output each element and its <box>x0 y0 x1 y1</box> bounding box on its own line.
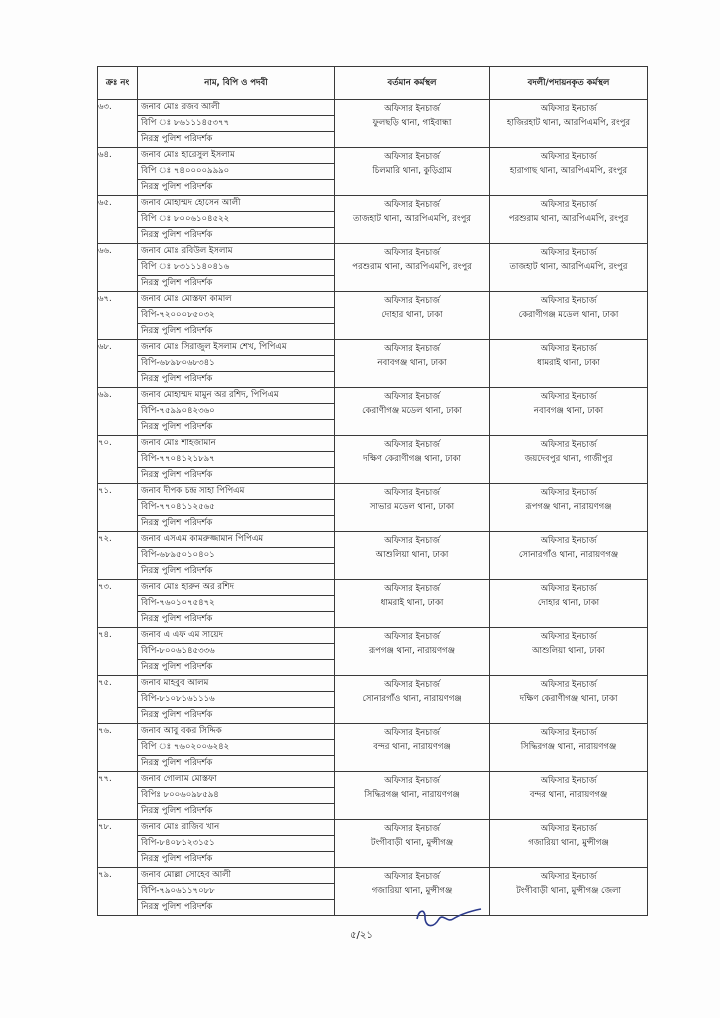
officer-name: জনাব মোঃ রাজিব খান <box>138 820 334 836</box>
name-cell <box>138 388 335 436</box>
serial-cell: ৭৩. <box>98 580 138 628</box>
serial-cell: ৬৪. <box>98 148 138 196</box>
officer-name: জনাব মোহাম্মদ হোসেন আলী <box>138 196 334 212</box>
current-title: অফিসার ইনচার্জ <box>384 296 440 306</box>
bp-number: বিপি-৭২০০০৮৫০৩২ <box>138 308 334 324</box>
name-cell <box>138 196 335 244</box>
table-row <box>98 100 648 148</box>
bp-number: বিপি-৭৫৯৯০৪২৩৬০ <box>138 404 334 420</box>
rank: নিরস্ত্র পুলিশ পরিদর্শক <box>141 374 213 384</box>
new-title: অফিসার ইনচার্জ <box>540 680 597 690</box>
rank: নিরস্ত্র পুলিশ পরিদর্শক <box>141 758 213 768</box>
rank: নিরস্ত্র পুলিশ পরিদর্শক <box>141 518 213 528</box>
new-place: কেরাণীগঞ্জ মডেল থানা, ঢাকা <box>518 310 619 320</box>
name-cell <box>138 484 335 532</box>
name-cell <box>138 292 335 340</box>
new-title: অফিসার ইনচার্জ <box>540 296 597 306</box>
current-post-cell <box>335 724 490 772</box>
new-place: তাজহাট থানা, আরপিএমপি, রংপুর <box>509 262 628 272</box>
current-title: অফিসার ইনচার্জ <box>384 872 440 882</box>
new-post-cell <box>490 868 648 916</box>
rank: নিরস্ত্র পুলিশ পরিদর্শক <box>141 662 213 672</box>
current-title: অফিসার ইনচার্জ <box>384 392 440 402</box>
officer-name: জনাব মোঃ রবিউল ইসলাম <box>138 244 334 260</box>
officer-name: জনাব মোঃ হারেসুল ইসলাম <box>138 148 334 164</box>
new-place: হাজিরহাট থানা, আরপিএমপি, রংপুর <box>506 118 631 128</box>
officer-name: জনাব এ এফ এম সায়েদ <box>138 628 334 644</box>
name-cell <box>138 724 335 772</box>
bp-number: বিপি-৮৪০৮১২৩১৫১ <box>138 836 334 852</box>
new-place: ধামরাই থানা, ঢাকা <box>537 358 600 368</box>
current-title: অফিসার ইনচার্জ <box>384 200 440 210</box>
table-row <box>98 244 648 292</box>
serial-cell: ৭৭. <box>98 772 138 820</box>
rank: নিরস্ত্র পুলিশ পরিদর্শক <box>141 902 213 912</box>
name-cell <box>138 868 335 916</box>
new-title: অফিসার ইনচার্জ <box>540 728 597 738</box>
current-place: দোহার থানা, ঢাকা <box>381 310 443 320</box>
current-place: তাজহাট থানা, আরপিএমপি, রংপুর <box>353 214 471 224</box>
rank: নিরস্ত্র পুলিশ পরিদর্শক <box>141 182 213 192</box>
name-cell <box>138 580 335 628</box>
serial-cell: ৭৮. <box>98 820 138 868</box>
table-row <box>98 868 648 916</box>
table-row <box>98 484 648 532</box>
new-post-cell <box>490 340 648 388</box>
new-post-cell <box>490 292 648 340</box>
current-place: চিলমারি থানা, কুড়িগ্রাম <box>372 166 452 176</box>
header-new-post: বদলী/পদায়নকৃত কর্মস্থল <box>490 67 648 100</box>
table-row <box>98 148 648 196</box>
rank: নিরস্ত্র পুলিশ পরিদর্শক <box>141 614 213 624</box>
bp-number: বিপি-৮০০৬১৪৫৩৩৬ <box>138 644 334 660</box>
table-row <box>98 676 648 724</box>
new-post-cell <box>490 436 648 484</box>
new-post-cell <box>490 196 648 244</box>
header-current-post: বর্তমান কর্মস্থল <box>335 67 490 100</box>
rank: নিরস্ত্র পুলিশ পরিদর্শক <box>141 134 213 144</box>
officer-name: জনাব এসএম কামরুজ্জামান পিপিএম <box>138 532 334 548</box>
bp-number: বিপি ঃ ৭৬০২০০৬২৪২ <box>138 740 334 756</box>
name-cell <box>138 628 335 676</box>
serial-cell: ৬৬. <box>98 244 138 292</box>
new-post-cell <box>490 100 648 148</box>
serial-cell: ৬৮. <box>98 340 138 388</box>
current-place: সাভার মডেল থানা, ঢাকা <box>369 502 455 512</box>
officer-name: জনাব মোল্লা সোহেব আলী <box>138 868 334 884</box>
new-place: গজারিয়া থানা, মুন্সীগঞ্জ <box>528 838 609 848</box>
current-post-cell <box>335 820 490 868</box>
bp-number: বিপি-৭৭০৪১২১৮৯৭ <box>138 452 334 468</box>
rank: নিরস্ত্র পুলিশ পরিদর্শক <box>141 326 213 336</box>
officer-name: জনাব মোঃ রজব আলী <box>138 100 334 116</box>
bp-number: বিপি ঃ ৮৬১১১৪৫৩৭৭ <box>138 116 334 132</box>
name-cell <box>138 676 335 724</box>
current-post-cell <box>335 340 490 388</box>
new-title: অফিসার ইনচার্জ <box>540 152 597 162</box>
new-place: দক্ষিণ কেরাণীগঞ্জ থানা, ঢাকা <box>519 694 618 704</box>
current-title: অফিসার ইনচার্জ <box>384 344 440 354</box>
bp-number: বিপি ঃ ৮০০৬১০৪৫২২ <box>138 212 334 228</box>
current-post-cell <box>335 676 490 724</box>
rank: নিরস্ত্র পুলিশ পরিদর্শক <box>141 470 213 480</box>
new-post-cell <box>490 724 648 772</box>
current-place: ফুলছড়ি থানা, গাইবান্ধা <box>372 118 452 128</box>
new-title: অফিসার ইনচার্জ <box>540 104 597 114</box>
new-title: অফিসার ইনচার্জ <box>540 824 597 834</box>
serial-cell: ৬৫. <box>98 196 138 244</box>
new-title: অফিসার ইনচার্জ <box>540 248 597 258</box>
bp-number: বিপি-৭৬০১০৭৫৪৭২ <box>138 596 334 612</box>
name-cell <box>138 436 335 484</box>
new-place: সোনারগাঁও থানা, নারায়ণগঞ্জ <box>518 550 619 560</box>
name-cell <box>138 340 335 388</box>
officer-name: জনাব দীপক চন্দ্র সাহা পিপিএম <box>138 484 334 500</box>
current-place: রূপগঞ্জ থানা, নারায়ণগঞ্জ <box>368 646 456 656</box>
current-post-cell <box>335 196 490 244</box>
table-row <box>98 772 648 820</box>
officer-name: জনাব মোঃ সিরাজুল ইসলাম শেখ, পিপিএম <box>138 340 334 356</box>
new-title: অফিসার ইনচার্জ <box>540 632 597 642</box>
new-place: হারাগাছ থানা, আরপিএমপি, রংপুর <box>509 166 628 176</box>
serial-cell: ৭২. <box>98 532 138 580</box>
new-post-cell <box>490 532 648 580</box>
serial-cell: ৭৯. <box>98 868 138 916</box>
table-row <box>98 196 648 244</box>
new-post-cell <box>490 820 648 868</box>
page-number: ৫/২১ <box>350 930 373 941</box>
rank: নিরস্ত্র পুলিশ পরিদর্শক <box>141 230 213 240</box>
officer-name: জনাব মোঃ শাহজামান <box>138 436 334 452</box>
new-post-cell <box>490 676 648 724</box>
current-title: অফিসার ইনচার্জ <box>384 632 440 642</box>
new-title: অফিসার ইনচার্জ <box>540 776 597 786</box>
current-place: সিদ্ধিরগঞ্জ থানা, নারায়ণগঞ্জ <box>364 790 460 800</box>
rank: নিরস্ত্র পুলিশ পরিদর্শক <box>141 806 213 816</box>
new-place: সিদ্ধিরগঞ্জ থানা, নারায়ণগঞ্জ <box>520 742 617 752</box>
name-cell <box>138 100 335 148</box>
name-cell <box>138 772 335 820</box>
current-title: অফিসার ইনচার্জ <box>384 584 440 594</box>
bp-number: বিপি ঃ ৮৩১১১৪০৪১৬ <box>138 260 334 276</box>
rank: নিরস্ত্র পুলিশ পরিদর্শক <box>141 854 213 864</box>
transfer-table <box>97 66 648 916</box>
name-cell <box>138 820 335 868</box>
current-post-cell <box>335 580 490 628</box>
current-title: অফিসার ইনচার্জ <box>384 488 440 498</box>
bp-number: বিপি ঃ ৭৪০০০০৯৯৯০ <box>138 164 334 180</box>
new-post-cell <box>490 388 648 436</box>
current-place: ধামরাই থানা, ঢাকা <box>380 598 444 608</box>
serial-cell: ৭০. <box>98 436 138 484</box>
new-place: দোহার থানা, ঢাকা <box>537 598 600 608</box>
new-post-cell <box>490 484 648 532</box>
bp-number: বিপি-৬৮৯৫০১০৪০১ <box>138 548 334 564</box>
current-title: অফিসার ইনচার্জ <box>384 248 440 258</box>
serial-cell: ৬৩. <box>98 100 138 148</box>
new-post-cell <box>490 628 648 676</box>
current-post-cell <box>335 532 490 580</box>
name-cell <box>138 244 335 292</box>
officer-name: জনাব মাহবুব আলম <box>138 676 334 692</box>
current-post-cell <box>335 628 490 676</box>
current-place: নবাবগঞ্জ থানা, ঢাকা <box>377 358 447 368</box>
rank: নিরস্ত্র পুলিশ পরিদর্শক <box>141 422 213 432</box>
signature <box>413 905 483 935</box>
serial-cell: ৭৪. <box>98 628 138 676</box>
current-title: অফিসার ইনচার্জ <box>384 536 440 546</box>
new-title: অফিসার ইনচার্জ <box>540 440 597 450</box>
current-title: অফিসার ইনচার্জ <box>384 776 440 786</box>
current-place: আশুলিয়া থানা, ঢাকা <box>375 550 449 560</box>
new-title: অফিসার ইনচার্জ <box>540 344 597 354</box>
current-place: গজারিয়া থানা, মুন্সীগঞ্জ <box>371 886 453 896</box>
new-place: রূপগঞ্জ থানা, নারায়ণগঞ্জ <box>525 502 612 512</box>
officer-name: জনাব গোলাম মোস্তফা <box>138 772 334 788</box>
serial-cell: ৭১. <box>98 484 138 532</box>
current-title: অফিসার ইনচার্জ <box>384 440 440 450</box>
new-post-cell <box>490 580 648 628</box>
current-post-cell <box>335 772 490 820</box>
current-place: সোনারগাঁও থানা, নারায়ণগঞ্জ <box>362 694 462 704</box>
current-place: বন্দর থানা, নারায়ণগঞ্জ <box>373 742 451 752</box>
serial-cell: ৭৬. <box>98 724 138 772</box>
current-post-cell <box>335 100 490 148</box>
table-row <box>98 532 648 580</box>
new-place: পরশুরাম থানা, আরপিএমপি, রংপুর <box>508 214 629 224</box>
current-title: অফিসার ইনচার্জ <box>384 728 440 738</box>
bp-number: বিপি-৭৯০৬১১৭০৮৮ <box>138 884 334 900</box>
table-row <box>98 820 648 868</box>
table-row <box>98 724 648 772</box>
current-post-cell <box>335 292 490 340</box>
rank: নিরস্ত্র পুলিশ পরিদর্শক <box>141 710 213 720</box>
table-row <box>98 388 648 436</box>
name-cell <box>138 532 335 580</box>
new-title: অফিসার ইনচার্জ <box>540 584 597 594</box>
rank: নিরস্ত্র পুলিশ পরিদর্শক <box>141 278 213 288</box>
table-header-row <box>98 67 648 100</box>
serial-cell: ৬৭. <box>98 292 138 340</box>
header-name: নাম, বিপি ও পদবী <box>138 67 335 100</box>
current-post-cell <box>335 244 490 292</box>
current-title: অফিসার ইনচার্জ <box>384 824 440 834</box>
current-place: কেরাণীগঞ্জ মডেল থানা, ঢাকা <box>362 406 462 416</box>
table-row <box>98 340 648 388</box>
table-row <box>98 292 648 340</box>
current-post-cell <box>335 388 490 436</box>
officer-name: জনাব মোঃ হারুন অর রশিদ <box>138 580 334 596</box>
bp-number: বিপি-৬৮৯৮০৬৮৩৪১ <box>138 356 334 372</box>
officer-name: জনাব মোঃ মোস্তফা কামাল <box>138 292 334 308</box>
current-post-cell <box>335 148 490 196</box>
new-title: অফিসার ইনচার্জ <box>540 200 597 210</box>
officer-name: জনাব মোহাম্মদ মামুন অর রশিদ, পিপিএম <box>138 388 334 404</box>
new-post-cell <box>490 772 648 820</box>
bp-number: বিপিঃ ৮০০৬০৯৮৫৯৪ <box>138 788 334 804</box>
serial-cell: ৬৯. <box>98 388 138 436</box>
new-place: নবাবগঞ্জ থানা, ঢাকা <box>533 406 604 416</box>
current-title: অফিসার ইনচার্জ <box>384 152 440 162</box>
new-place: আশুলিয়া থানা, ঢাকা <box>532 646 605 656</box>
bp-number: বিপি-৭৭০৪১১২৫৬৫ <box>138 500 334 516</box>
bp-number: বিপি-৮১০৮১৬১১১৬ <box>138 692 334 708</box>
new-place: বন্দর থানা, নারায়ণগঞ্জ <box>529 790 608 800</box>
new-place: জয়দেবপুর থানা, গাজীপুর <box>524 454 613 464</box>
current-post-cell <box>335 484 490 532</box>
officer-name: জনাব আবু বকর সিদ্দিক <box>138 724 334 740</box>
current-title: অফিসার ইনচার্জ <box>384 680 440 690</box>
new-place: টংগীবাড়ী থানা, মুন্সীগঞ্জ জেলা <box>516 886 621 896</box>
table-row <box>98 628 648 676</box>
table-row <box>98 436 648 484</box>
current-place: পরশুরাম থানা, আরপিএমপি, রংপুর <box>352 262 472 272</box>
new-title: অফিসার ইনচার্জ <box>540 392 597 402</box>
current-post-cell <box>335 436 490 484</box>
name-cell <box>138 148 335 196</box>
current-title: অফিসার ইনচার্জ <box>384 104 440 114</box>
new-title: অফিসার ইনচার্জ <box>540 536 597 546</box>
serial-cell: ৭৫. <box>98 676 138 724</box>
current-place: টংগীবাড়ী থানা, মুন্সীগঞ্জ <box>370 838 454 848</box>
new-post-cell <box>490 244 648 292</box>
rank: নিরস্ত্র পুলিশ পরিদর্শক <box>141 566 213 576</box>
new-post-cell <box>490 148 648 196</box>
table-row <box>98 580 648 628</box>
new-title: অফিসার ইনচার্জ <box>540 872 597 882</box>
new-title: অফিসার ইনচার্জ <box>540 488 597 498</box>
current-place: দক্ষিণ কেরাণীগঞ্জ থানা, ঢাকা <box>363 454 461 464</box>
header-serial: ক্রঃ নং <box>98 67 138 100</box>
